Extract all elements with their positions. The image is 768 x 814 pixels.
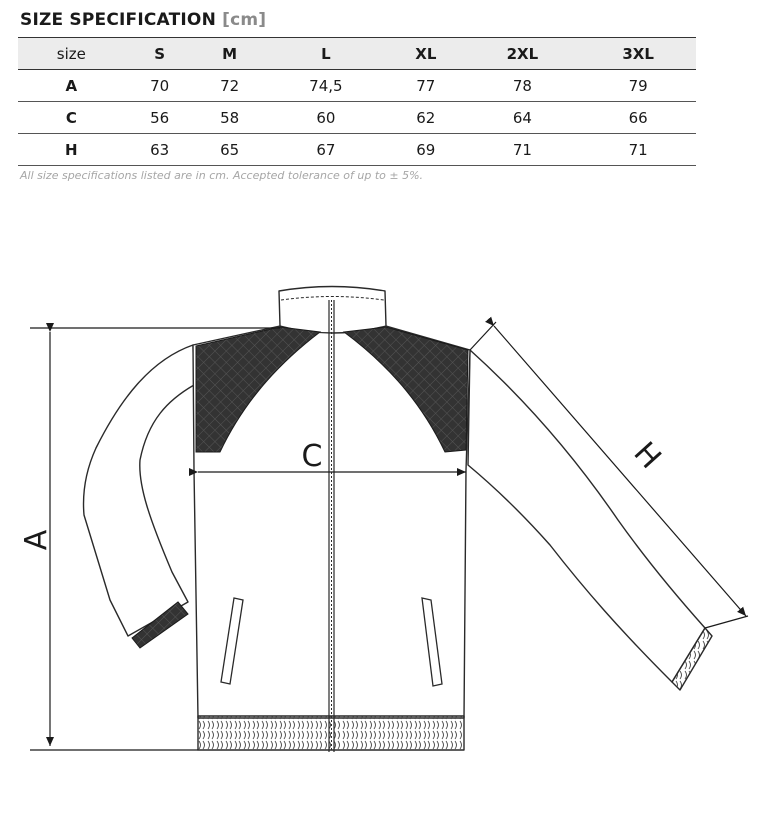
table-row — [18, 70, 696, 102]
table-cell: 78 — [465, 70, 581, 102]
row-label: H — [18, 134, 125, 166]
table-cell: 66 — [580, 102, 696, 134]
table-header-row — [18, 38, 696, 70]
dimension-label-c: C — [301, 439, 323, 474]
table-row — [18, 102, 696, 134]
column-header-xl: XL — [387, 38, 464, 70]
table-cell: 70 — [125, 70, 195, 102]
column-header-3xl: 3XL — [580, 38, 696, 70]
column-header-m: M — [195, 38, 265, 70]
table-cell: 74,5 — [265, 70, 387, 102]
table-cell: 72 — [195, 70, 265, 102]
table-cell: 67 — [265, 134, 387, 166]
tolerance-note: All size specifications listed are in cm. Accepted tolerance of up to ± 5%. — [20, 169, 424, 182]
page-title — [20, 10, 266, 30]
table-cell: 79 — [580, 70, 696, 102]
table-cell: 64 — [465, 102, 581, 134]
title-unit: [cm] — [222, 10, 267, 30]
column-header-l: L — [265, 38, 387, 70]
table-cell: 58 — [195, 102, 265, 134]
table-cell: 69 — [387, 134, 464, 166]
table-cell: 60 — [265, 102, 387, 134]
title-text: SIZE SPECIFICATION — [20, 10, 216, 30]
row-label: C — [18, 102, 125, 134]
table-cell: 71 — [580, 134, 696, 166]
dimension-label-h: H — [626, 435, 668, 476]
table-cell: 71 — [465, 134, 581, 166]
column-header-2xl: 2XL — [465, 38, 581, 70]
column-header-s: S — [125, 38, 195, 70]
size-table — [18, 37, 696, 166]
table-cell: 62 — [387, 102, 464, 134]
column-header-size: size — [18, 38, 125, 70]
table-cell: 65 — [195, 134, 265, 166]
jacket-measurement-diagram — [0, 200, 768, 814]
row-label: A — [18, 70, 125, 102]
table-cell: 77 — [387, 70, 464, 102]
table-cell: 56 — [125, 102, 195, 134]
dimension-label-a: A — [19, 529, 54, 551]
table-row — [18, 134, 696, 166]
table-cell: 63 — [125, 134, 195, 166]
